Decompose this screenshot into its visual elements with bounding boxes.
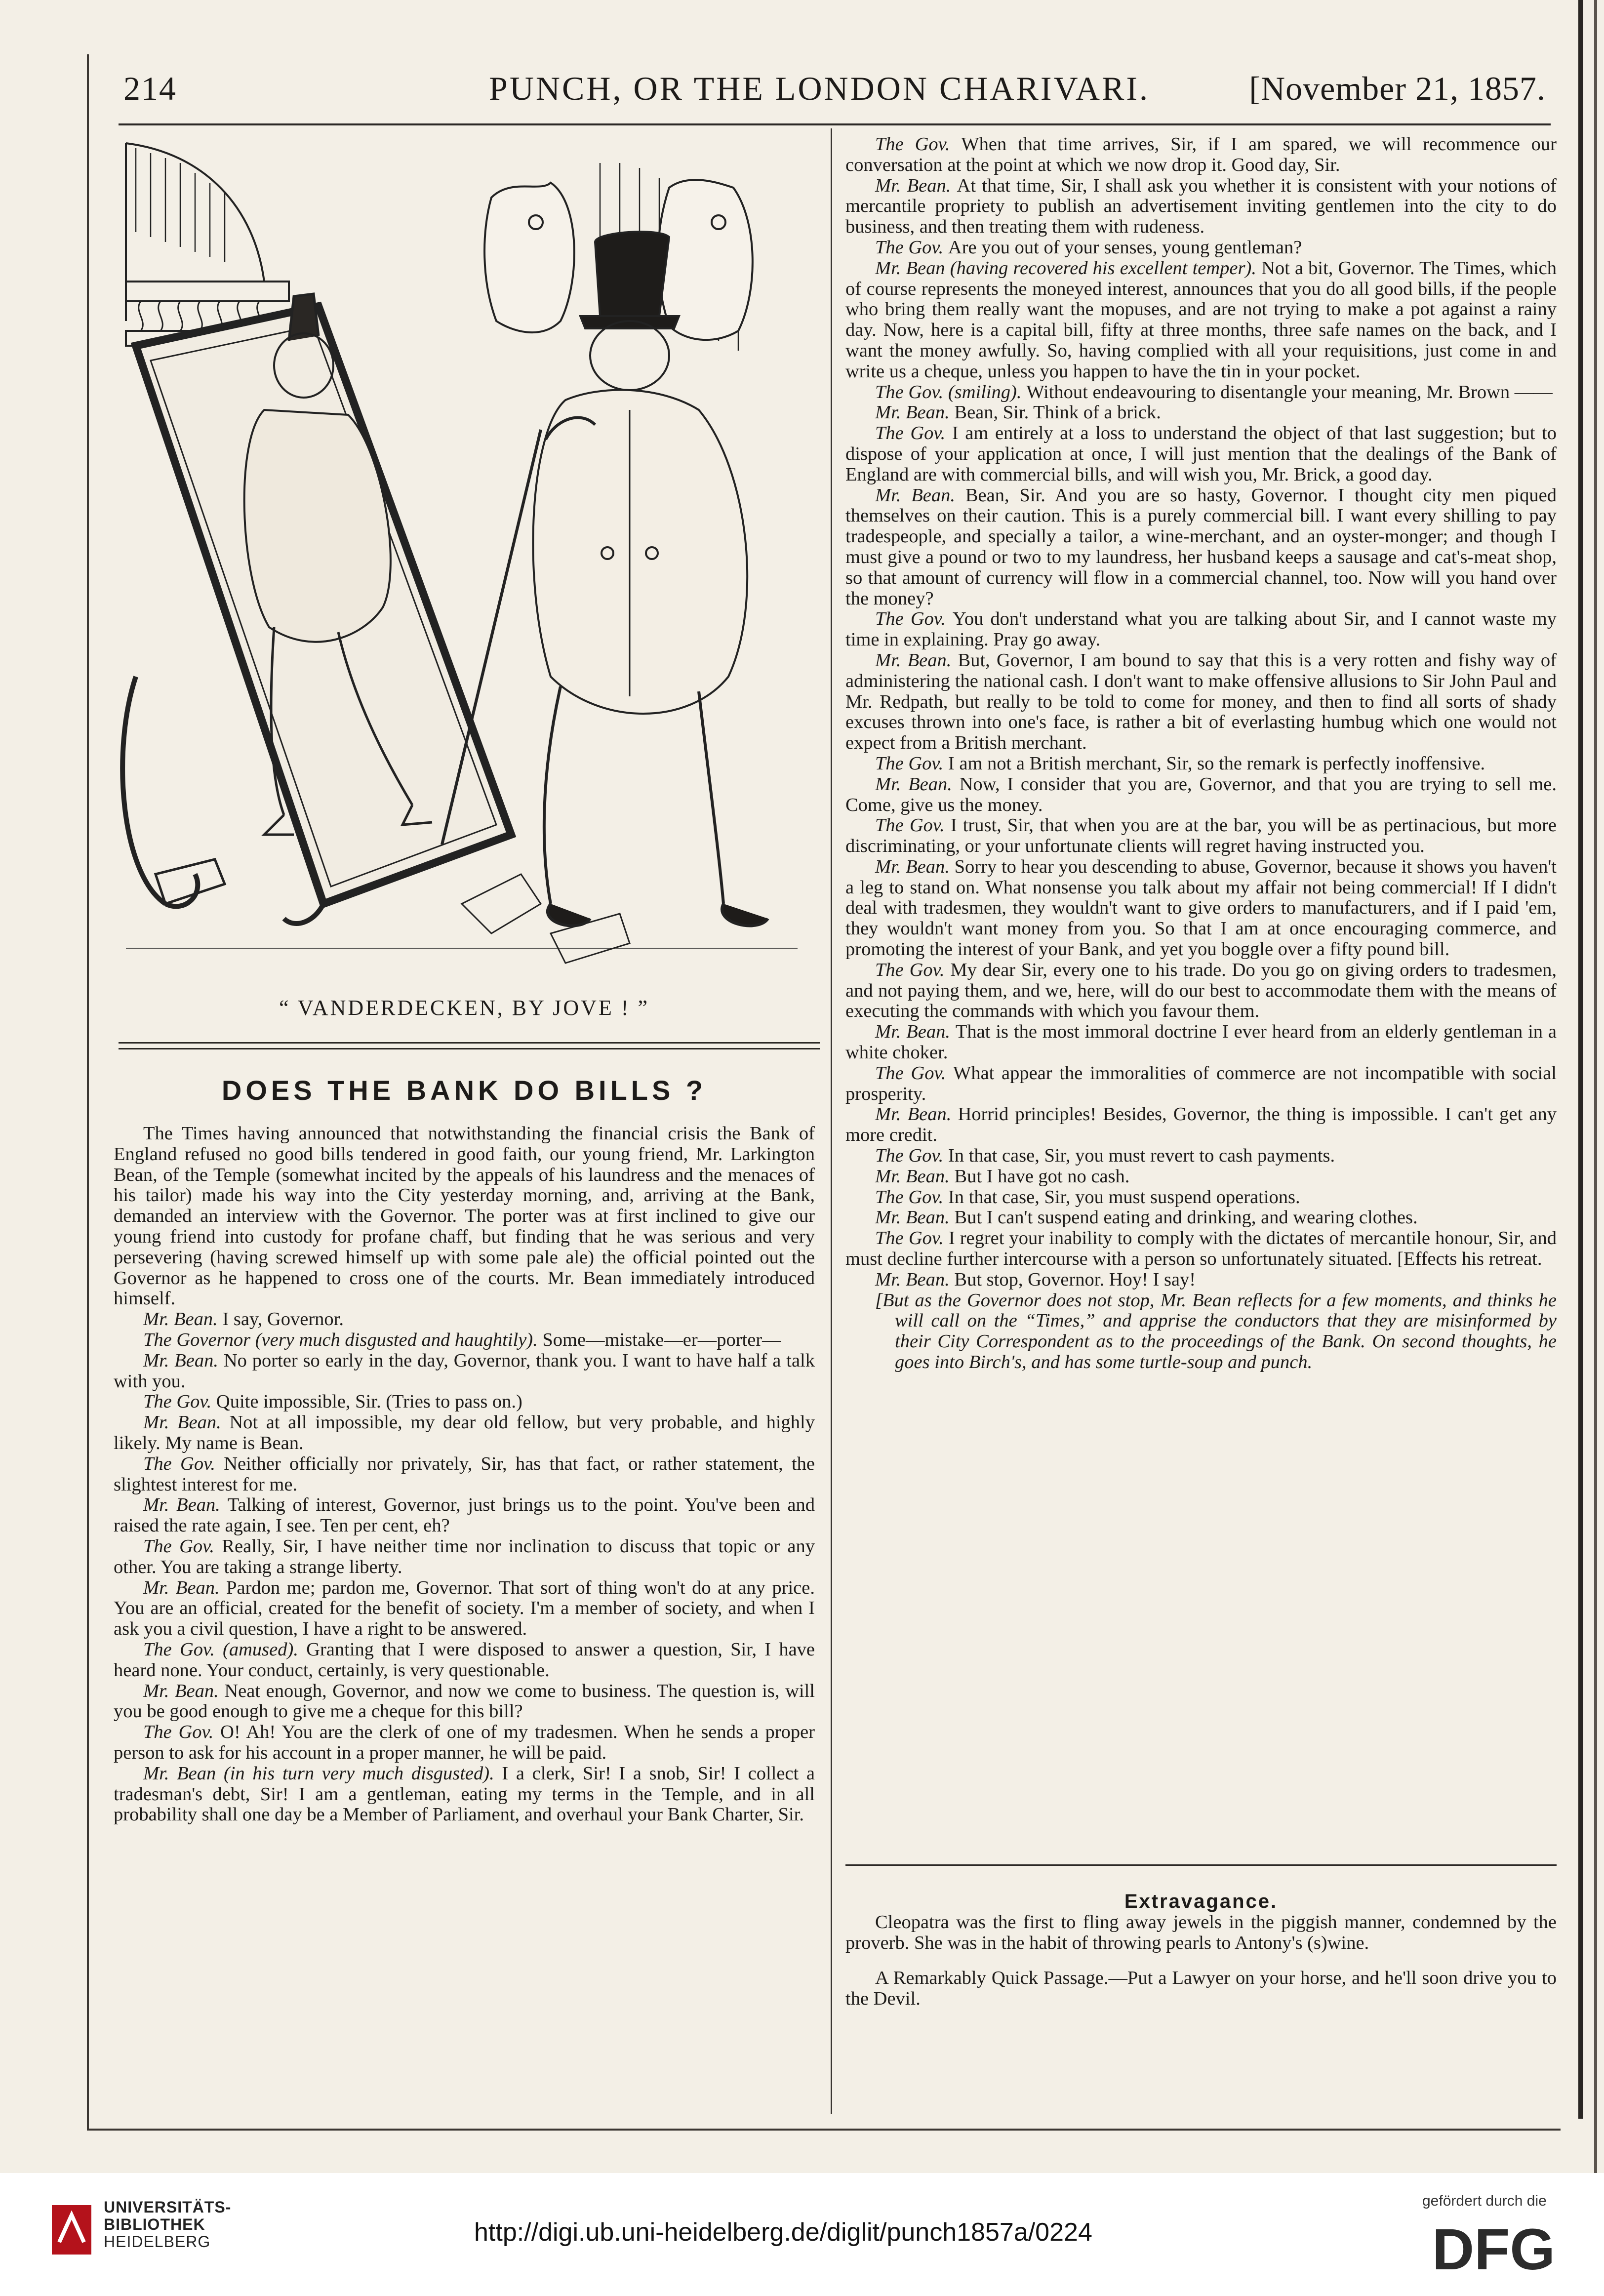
speaker-label: Mr. Bean. [875, 175, 957, 196]
speaker-label: The Gov. [875, 1228, 949, 1249]
speech-text: Quite impossible, Sir. (Tries to pass on.) [216, 1391, 522, 1412]
cartoon-engraving-icon [106, 133, 817, 983]
issue-date: [November 21, 1857. [1249, 70, 1546, 107]
speech-text: Neat enough, Governor, and now we come to business. The question is, will you be good enough to give me a cheque for this bill? [114, 1680, 815, 1722]
speaker-label: Mr. Bean. [875, 1021, 956, 1043]
section-rule [845, 1864, 1557, 1866]
speech-text: Without endeavouring to disentangle your meaning, Mr. Brown —— [1026, 381, 1553, 403]
running-header [123, 69, 1546, 119]
right-paragraph [845, 815, 1557, 857]
speaker-label: The Gov. [143, 1453, 224, 1474]
right-paragraph [845, 1208, 1557, 1228]
speech-text: Not a bit, Governor. The Times, which of course represents the moneyed interest, announces that you do all good bills, if the people who bring them really want the mopuses, and are not trying to make a pot against a rainy day. Now, here is a capital bill, fifty at three months, three safe names on the back, and I want the money awfully. So, having complied with all your requisitions, just come in and write us a cheque, unless you happen to have the tin in your pocket. [845, 257, 1557, 382]
speech-text: In that case, Sir, you must revert to cash payments. [948, 1145, 1335, 1167]
speaker-label: The Gov. [875, 134, 962, 155]
stage-direction: [But as the Governor does not stop, Mr. Bean reflects for a few moments, and thinks he will call on the “Times,” and apprise the conductors that they are misinformed by their City Correspondent as to the proceedings of the Bank. On second thoughts, he goes into Birch's, and has some turtle-soup and punch. [875, 1289, 1557, 1373]
speech-text: My dear Sir, every one to his trade. Do you go on giving orders to tradesmen, and not paying them, and we, here, will do our best to accommodate them with the means of executing the commands with which you favour them. [845, 959, 1557, 1022]
speaker-label: Mr. Bean. [143, 1680, 225, 1701]
library-name [104, 2199, 231, 2251]
speaker-label: The Gov. [143, 1722, 221, 1743]
right-paragraph [845, 176, 1557, 238]
left-paragraph [114, 1536, 815, 1578]
caption-rule-top [119, 1042, 820, 1044]
speaker-label: The Gov. [875, 237, 948, 258]
page-edge-shadow-outer [1594, 0, 1597, 2173]
right-paragraph [845, 960, 1557, 1022]
speaker-label: Mr. Bean. [143, 1577, 227, 1598]
speech-text: You don't understand what you are talking about Sir, and I cannot waste my time in explaining. Pray go away. [845, 608, 1557, 650]
sponsor-note: gefördert durch die [1422, 2193, 1547, 2209]
speech-text: But I have got no cash. [954, 1166, 1130, 1187]
caption-rule-bottom [119, 1048, 820, 1049]
university-library-logo-icon [49, 2203, 94, 2257]
left-paragraph [114, 1640, 815, 1681]
extravagance-text: Cleopatra was the first to fling away jewels in the piggish manner, condemned by the proverb. She was in the habit of throwing pearls to Antony's (s)wine. [845, 1911, 1557, 1953]
right-paragraph [845, 1104, 1557, 1146]
left-paragraph: The Times having announced that notwithstanding the financial crisis the Bank of England refused no good bills tendered in good faith, our young friend, Mr. Larkington Bean, of the Temple (somewhat incited by the appeals of his laundress and the menaces of his tailor) made his way into the City yesterday morning, and, arriving at the Bank, demanded an interview with the Governor. The porter was at first inclined to give our young friend into custody for profane chaff, but finding that he was serious and very persevering (having screwed himself up with some pale ale) the official pointed out the Governor as he happened to cross one of the courts. Mr. Bean immediately introduced himself. [114, 1123, 815, 1309]
article-right-column [845, 134, 1557, 1373]
right-paragraph [845, 134, 1557, 176]
quick-passage-text: A Remarkably Quick Passage.—Put a Lawyer on your horse, and he'll soon drive you to the Devil. [845, 1968, 1557, 2010]
right-paragraph [845, 650, 1557, 754]
speech-text: O! Ah! You are the clerk of one of my tradesmen. When he sends a proper person to ask for his account in a proper manner, he will be paid. [114, 1722, 815, 1763]
right-paragraph [845, 485, 1557, 609]
speech-text: In that case, Sir, you must suspend operations. [948, 1186, 1300, 1208]
left-paragraph [114, 1309, 815, 1330]
article-left-column [114, 1124, 815, 1825]
speech-text: I a clerk, Sir! I a snob, Sir! I collect a tradesman's debt, Sir! I am a gentleman, eating my terms in the Temple, and in all probability shall one day be a Member of Parliament, and overhaul your Bank Charter, Sir. [114, 1763, 815, 1825]
left-paragraph [114, 1578, 815, 1640]
speech-text: Sorry to hear you descending to abuse, Governor, because it shows you haven't a leg to stand on. What nonsense you talk about my affair not being commercial! If I didn't deal with tradesmen, they wouldn't want to give orders to manufacturers, and if I paid 'em, they wouldn't want money from you. So that I am at once encouraging commerce, and promoting the interest of your Bank, and yet you boggle over a fifty pound bill. [845, 856, 1557, 960]
library-line-1: UNIVERSITÄTS- [104, 2198, 232, 2216]
speaker-label: Mr. Bean. [875, 402, 955, 423]
speaker-label: Mr. Bean (having recovered his excellent temper). [875, 257, 1262, 279]
speech-text: No porter so early in the day, Governor, thank you. I want to have half a talk with you. [114, 1350, 815, 1392]
library-line-3: HEIDELBERG [104, 2233, 211, 2251]
page-edge-shadow [1578, 0, 1583, 2119]
library-line-2: BIBLIOTHEK [104, 2215, 205, 2233]
speech-text: Talking of interest, Governor, just brings us to the point. You've been and raised the rate again, I see. Ten per cent, eh? [114, 1494, 815, 1536]
speech-text: Now, I consider that you are, Governor, and that you are trying to sell me. Come, give us the money. [845, 773, 1557, 815]
speaker-label: Mr. Bean. [875, 1207, 955, 1228]
permalink-url[interactable]: http://digi.ub.uni-heidelberg.de/diglit/punch1857a/0224 [474, 2218, 1092, 2247]
speaker-label: Mr. Bean. [875, 1166, 955, 1187]
article-title: DOES THE BANK DO BILLS ? [221, 1075, 707, 1106]
left-paragraph [114, 1764, 815, 1825]
speech-text: Pardon me; pardon me, Governor. That sort of thing won't do at any price. You are an official, created for the benefit of society. I'm a member of society, and when I ask you a civil question, I have a right to be answered. [114, 1577, 815, 1640]
speaker-label: The Gov. [875, 1186, 948, 1208]
speech-text: Horrid principles! Besides, Governor, the thing is impossible. I can't get any more credit. [845, 1104, 1557, 1146]
speech-text: But, Governor, I am bound to say that this is a very rotten and fishy way of administering the national cash. I don't want to make offensive allusions to Sir John Paul and Mr. Redpath, but really to be told to come for money, and then to find all sorts of shady excuses thrown into one's face, is rather a bit of everlasting humbug which one would not expect from a British merchant. [845, 649, 1557, 754]
speaker-label: The Gov. (amused). [143, 1639, 307, 1660]
left-paragraph [114, 1495, 815, 1536]
speaker-label: Mr. Bean (in his turn very much disgusted). [143, 1763, 502, 1784]
right-paragraph [845, 423, 1557, 485]
right-paragraph [845, 857, 1557, 960]
left-paragraph [114, 1454, 815, 1495]
left-paragraph [114, 1722, 815, 1764]
speech-text: At that time, Sir, I shall ask you whether it is consistent with your notions of mercantile propriety to publish an advertisement inviting gentlemen into the city to do business, and then treating them with rudeness. [845, 175, 1557, 238]
speech-text: Are you out of your senses, young gentleman? [948, 237, 1302, 258]
speaker-label: Mr. Bean. [875, 1104, 958, 1125]
speaker-label: The Gov. [875, 423, 952, 444]
right-paragraph [845, 1187, 1557, 1208]
speech-text: Neither officially nor privately, Sir, has that fact, or rather statement, the slightest interest for me. [114, 1453, 815, 1495]
speaker-label: Mr. Bean. [143, 1494, 228, 1516]
header-rule [119, 123, 1551, 125]
speaker-label: Mr. Bean. [143, 1412, 230, 1433]
left-paragraph [114, 1412, 815, 1454]
speaker-label: Mr. Bean. [875, 484, 965, 506]
right-paragraph [845, 1146, 1557, 1167]
speech-text: Granting that I were disposed to answer a question, Sir, I have heard none. Your conduct, certainly, is very questionable. [114, 1639, 815, 1681]
speaker-label: The Governor (very much disgusted and haughtily). [143, 1329, 543, 1350]
right-paragraph [845, 403, 1557, 423]
speech-text: That is the most immoral doctrine I ever heard from an elderly gentleman in a white choker. [845, 1021, 1557, 1063]
speech-text: I am not a British merchant, Sir, so the remark is perfectly inoffensive. [948, 753, 1485, 774]
illustration-caption: “ VANDERDECKEN, BY JOVE ! ” [279, 996, 650, 1020]
speech-text: I trust, Sir, that when you are at the bar, you will be as pertinacious, but more discriminating, or your unfortunate clients will regret having instructed you. [845, 815, 1557, 857]
speaker-label: The Gov. [143, 1535, 222, 1557]
speech-text: I say, Governor. [222, 1309, 344, 1330]
speaker-label: The Gov. [875, 959, 951, 980]
right-paragraph [845, 1270, 1557, 1290]
right-paragraph [845, 1022, 1557, 1063]
right-paragraph [845, 754, 1557, 774]
speaker-label: The Gov. [875, 1062, 953, 1084]
page-number: 214 [123, 70, 177, 107]
column-divider [831, 128, 832, 2114]
right-paragraph [845, 1063, 1557, 1105]
speech-text: I regret your inability to comply with the dictates of mercantile honour, Sir, and must decline further intercourse with a person so unfortunately situated. [Effects his retreat. [845, 1228, 1557, 1270]
left-paragraph [114, 1392, 815, 1412]
speaker-label: Mr. Bean. [875, 649, 958, 671]
speaker-label: The Gov. [143, 1391, 216, 1412]
speech-text: Bean, Sir. And you are so hasty, Governor. I thought city men piqued themselves on their caution. This is a purely commercial bill. I want every shilling to pay tradespeople, and specially a tailor, a wine-merchant, and an oyster-monger; and though I must give a pound or two to my laundress, her husband keeps a sausage and cat's-meat shop, so that amount of currency will flow in a commercial channel, too. Now will you hand over the money? [845, 484, 1557, 609]
speaker-label: Mr. Bean. [875, 856, 955, 877]
left-paragraph [114, 1351, 815, 1392]
speaker-label: Mr. Bean. [875, 773, 960, 795]
right-paragraph [845, 382, 1557, 403]
speech-text: Not at all impossible, my dear old fellow, but very probable, and highly likely. My name is Bean. [114, 1412, 815, 1453]
left-paragraph [114, 1330, 815, 1351]
speech-text: When that time arrives, Sir, if I am spared, we will recommence our conversation at the point at which we now drop it. Good day, Sir. [845, 134, 1557, 175]
right-paragraph [845, 609, 1557, 650]
speaker-label: The Gov. [875, 608, 953, 630]
dfg-logo-icon [1432, 2217, 1580, 2277]
speech-text: Bean, Sir. Think of a brick. [954, 402, 1161, 423]
speech-text: But stop, Governor. Hoy! I say! [954, 1269, 1196, 1290]
right-paragraph [845, 258, 1557, 382]
speaker-label: Mr. Bean. [143, 1350, 224, 1371]
speech-text: Some—mistake—er—porter— [542, 1329, 781, 1350]
speaker-label: The Gov. [875, 753, 948, 774]
dfg-logo-text: DFG [1432, 2217, 1556, 2277]
speaker-label: The Gov. (smiling). [875, 381, 1027, 403]
speech-text: Really, Sir, I have neither time nor inclination to discuss that topic or any other. You are taking a strange liberty. [114, 1535, 815, 1577]
speaker-label: The Gov. [875, 1145, 948, 1167]
speaker-label: The Gov. [875, 815, 951, 836]
right-paragraph [845, 1167, 1557, 1187]
speech-text: What appear the immoralities of commerce are not incompatible with social prosperity. [845, 1062, 1557, 1104]
squibs-column [845, 1892, 1557, 2010]
speaker-label: Mr. Bean. [143, 1309, 223, 1330]
extravagance-title: Extravagance. [1124, 1891, 1278, 1912]
speech-text: But I can't suspend eating and drinking, and wearing clothes. [954, 1207, 1418, 1228]
right-paragraph [845, 1228, 1557, 1270]
left-paragraph [114, 1681, 815, 1723]
right-paragraph [845, 238, 1557, 258]
speech-text: I am entirely at a loss to understand the object of that last suggestion; but to dispose of your application at once, I will just mention that the dealings of the Bank of England are with commercial bills, and will wish you, Mr. Brick, a good day. [845, 423, 1557, 485]
periodical-title: PUNCH, OR THE LONDON CHARIVARI. [489, 70, 1150, 107]
right-paragraph [845, 774, 1557, 816]
speaker-label: Mr. Bean. [875, 1269, 955, 1290]
